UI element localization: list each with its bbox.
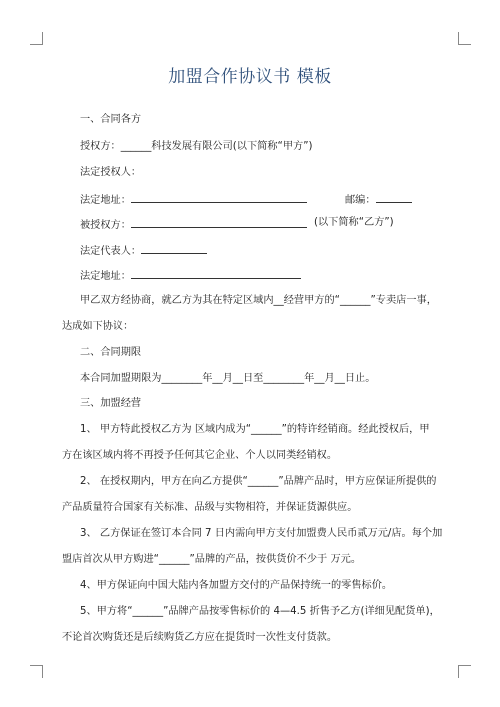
clause-1-line-2: 方在该区域内将不再授予任何其它企业、个人以同类经销权。: [62, 450, 338, 461]
postcode-blank: [376, 191, 412, 203]
grantee-line: [80, 216, 307, 233]
section-heading-term: 二、合同期限: [80, 347, 142, 358]
clause-5-line-1: 5、甲方将“______”品牌产品按零售标价的 4—4.5 折售予乙方(详细见配货单)，: [80, 606, 440, 617]
grantor-line: 授权方：______科技发展有限公司(以下简称“甲方”): [80, 141, 313, 152]
agreement-paragraph-line-1: 甲乙双方经协商，就乙方为其在特定区域内__经营甲方的“______”专卖店一事，: [80, 295, 437, 306]
clause-2-line-1: 2、 在授权期内，甲方在向乙方提供“______”品牌产品时，甲方应保证所提供的: [80, 476, 437, 487]
clause-3-line-2: 盟店首次从甲方购进“______”品牌的产品，按供货价不少于 万元。: [62, 554, 362, 565]
legal-address-line-2: [80, 267, 301, 284]
clause-1-line-1: 1、 甲方特此授权乙方为 区域内成为“______”的特许经销商。经此授权后，甲: [80, 424, 430, 435]
term-line: 本合同加盟期限为________年__月__日至________年__月__日止。: [80, 373, 376, 384]
section-heading-parties: 一、合同各方: [80, 114, 142, 125]
clause-5-line-2: 不论首次购货还是后续购货乙方应在提货时一次性支付货款。: [62, 632, 338, 643]
representative-blank: [141, 242, 207, 254]
legal-representative-line: [80, 242, 207, 259]
grantee-blank: [131, 216, 307, 228]
crop-mark-bottom-left: [30, 665, 43, 678]
clause-4-line: 4、甲方保证向中国大陆内各加盟方交付的产品保持统一的零售标价。: [80, 580, 393, 591]
legal-representative-label: 法定代表人：: [80, 246, 142, 257]
grantee-note: (以下简称“乙方”): [314, 217, 394, 228]
legal-address-label: 法定地址：: [80, 195, 131, 206]
postcode-line: [345, 191, 412, 208]
section-heading-franchise: 三、加盟经营: [80, 398, 142, 409]
legal-address-label-2: 法定地址：: [80, 271, 131, 282]
clause-3-line-1: 3、 乙方保证在签订本合同 7 日内需向甲方支付加盟费人民币贰万元/店。每个加: [80, 528, 443, 539]
legal-address-line-1: [80, 191, 307, 208]
agreement-paragraph-line-2: 达成如下协议：: [62, 321, 134, 332]
clause-2-line-2: 产品质量符合国家有关标准、品级与实物相符，并保证货源供应。: [62, 502, 358, 513]
legal-authorized-person-line: 法定授权人：: [80, 167, 142, 178]
address-blank: [131, 191, 307, 203]
document-title: 加盟合作协议书 模板: [168, 67, 332, 87]
grantee-label: 被授权方：: [80, 220, 131, 231]
address-blank-2: [131, 267, 301, 279]
crop-mark-top-left: [30, 32, 43, 45]
crop-mark-top-right: [458, 32, 471, 45]
crop-mark-bottom-right: [458, 665, 471, 678]
postcode-label: 邮编：: [345, 195, 376, 206]
